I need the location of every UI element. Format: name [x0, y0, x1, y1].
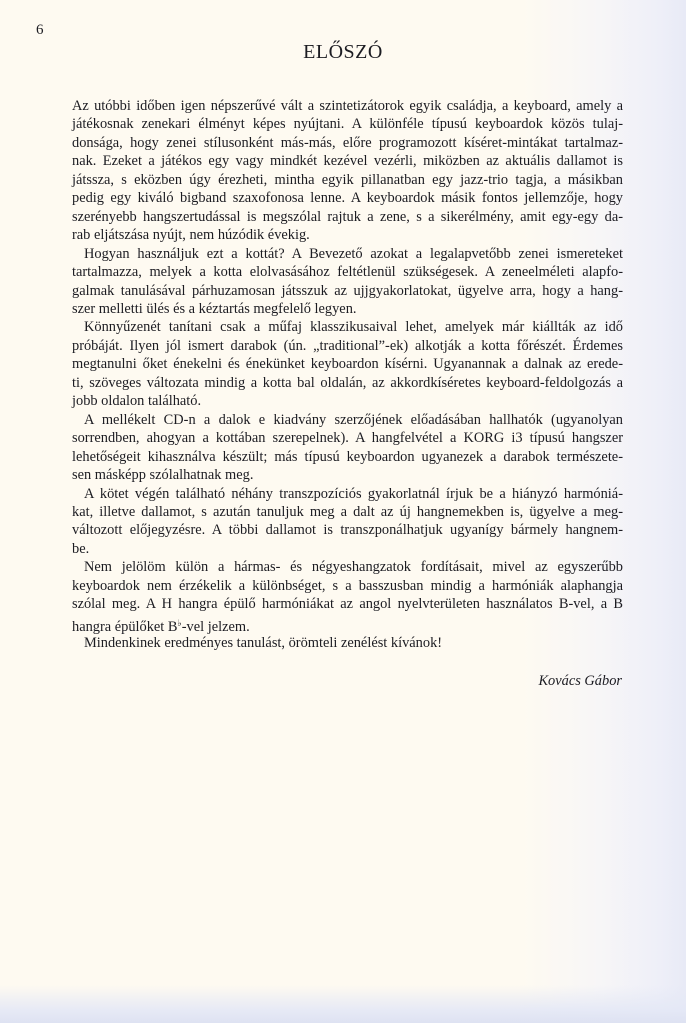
text-line: próbáját. Ilyen jól ismert darabok (ún. „traditional”-ek) alkotják a kotta főrészét. Érdemes [72, 337, 623, 354]
text-line: nak. Ezeket a játékos egy vagy mindkét kezével vezérli, miközben az aktuális dallamot is [72, 153, 623, 170]
text-line: rab eljátszása nyújt, nem húzódik évekig. [72, 227, 310, 244]
text-line: A mellékelt CD-n a dalok e kiadvány szerzőjének előadásában hallhatók (ugyanolyan [84, 411, 623, 428]
text-line: játssza, s eközben úgy érezheti, mintha egyik pillanatban egy jazz-trio tagja, a másikban [72, 171, 623, 188]
text-line: donsága, hogy zenei stílusonként más-más, előre programozott kíséret-mintákat tartalmaz- [72, 134, 623, 151]
closing-wish: Mindenkinek eredményes tanulást, örömteli zenélést kívánok! [84, 635, 443, 651]
paragraph-4 [72, 411, 623, 485]
text-fragment: hangra épülőket B [72, 618, 178, 635]
text-fragment: -vel jelzem. [181, 618, 250, 635]
text-line: kat, illetve dallamot, s azután tanuljuk meg a dalt az új hangnemekben is, ügyelve a meg- [72, 503, 623, 520]
page-title: ELŐSZÓ [303, 41, 383, 63]
paragraph-5 [72, 485, 623, 559]
author-signature: Kovács Gábor [538, 673, 622, 689]
text-line: jobb oldalon található. [72, 393, 202, 410]
text-line: játékosnak zenekari élményt képes nyújtani. A különféle típusú keyboardok közös tulaj- [72, 116, 623, 133]
text-line: Nem jelölöm külön a hármas- és négyeshangzatok fordításait, mivel az egyszerűbb [84, 559, 623, 576]
text-line: sorrendben, ahogyan a kottában szerepelnek). A hangfelvétel a KORG i3 típusú hangszer [72, 430, 623, 447]
text-line: pedig egy kiváló bigband szaxofonosa lenne. A keyboardok másik fontos jellemzője, hogy [72, 190, 623, 207]
text-line [72, 614, 623, 636]
text-line: Könnyűzenét tanítani csak a műfaj klasszikusaival lehet, amelyek már kiállták az idő [84, 319, 623, 336]
page-number: 6 [36, 22, 44, 38]
text-line: megtanulni őket énekelni és énekünket keyboardon kísérni. Ugyanannak a dalnak az erede- [72, 356, 623, 373]
text-line: ti, szöveges változata mindig a kotta bal oldalán, az akkordkíséretes keyboard-feldolgozás a [72, 374, 623, 391]
text-line: változott előjegyzésre. A többi dallamot is transzponálhatjuk ugyanígy bármely hangnem- [72, 522, 623, 539]
text-line: Az utóbbi időben igen népszerűvé vált a szintetizátorok egyik családja, a keyboard, amely a [72, 98, 623, 114]
text-line: keyboardok nem érzékelik a különbséget, s a basszusban mindig a harmóniák alaphangja [72, 577, 623, 594]
text-line: be. [72, 540, 90, 557]
text-line: tartalmazza, melyek a kotta elolvasásához feltétlenül szükségesek. A zeneelméleti alapfo- [72, 264, 623, 281]
text-line: galmak tanulásával párhuzamosan játsszuk az ujjgyakorlatokat, ügyelve arra, hogy a hang- [72, 282, 623, 299]
paragraph-6 [72, 558, 623, 636]
text-line: Hogyan használjuk ezt a kottát? A Bevezető azokat a legalapvetőbb zenei ismereteket [84, 245, 623, 262]
preface-body [72, 97, 623, 636]
text-line: A kötet végén található néhány transzpozíciós gyakorlatnál írjuk be a hiányzó harmóniá- [84, 485, 623, 502]
text-line: szólal meg. A H hangra épülő harmóniákat az angol nyelvterületen használatos B-vel, a B [72, 596, 623, 613]
paragraph-3 [72, 318, 623, 410]
paragraph-1 [72, 97, 623, 245]
paragraph-2 [72, 245, 623, 319]
text-line: szer melletti ülés és a kéztartás megfelelő legyen. [72, 300, 357, 317]
text-line: lehetőségeit kihasználva készült; más típusú keyboardon ugyanezek a darabok természete- [72, 448, 623, 465]
text-line: sen másképp szólalhatnak meg. [72, 467, 254, 484]
flat-symbol: ♭ [177, 617, 182, 628]
text-line: szerényebb hangszertudással is megszólal rajtuk a zene, s a sikerélmény, amit egy-egy da- [72, 208, 623, 225]
